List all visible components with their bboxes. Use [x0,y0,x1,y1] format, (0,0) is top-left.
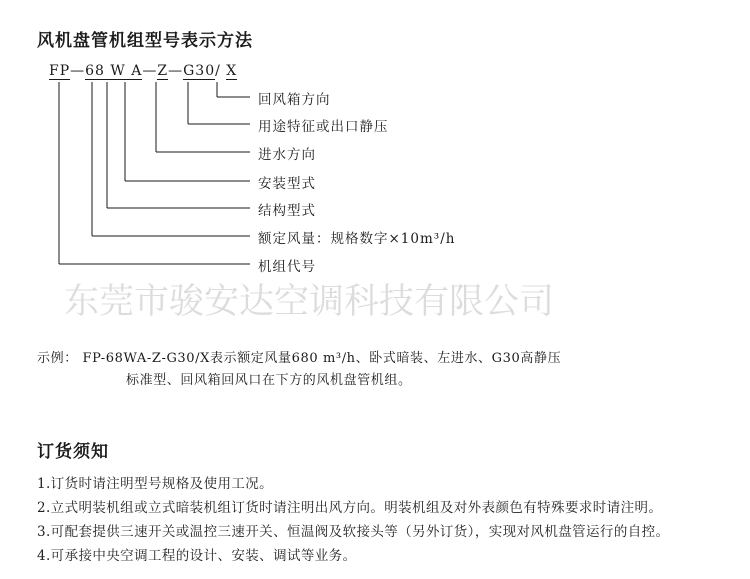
label-water-inlet-direction: 进水方向 [258,147,316,163]
code-part-z: Z [157,63,169,79]
label-unit-code: 机组代号 [258,259,316,275]
label-return-air-box-direction: 回风箱方向 [258,92,331,108]
notice-item-1: 1.订货时请注明型号规格及使用工况。 [37,476,274,492]
code-part-a: A [131,63,143,79]
label-installation-type: 安装型式 [258,176,316,192]
label-structure-type: 结构型式 [258,203,316,219]
code-dash: — [142,63,158,79]
label-usage-or-static-pressure: 用途特征或出口静压 [258,119,389,135]
label-rated-airflow: 额定风量：规格数字×10m³/h [258,231,456,247]
ordering-notice-title: 订货须知 [37,442,109,462]
code-part-w: W [104,63,132,79]
notice-item-3: 3.可配套提供三速开关或温控三速开关、恒温阀及软接头等（另外订货），实现对风机盘管运行的自控。 [37,524,670,540]
notice-item-4: 4.可承接中央空调工程的设计、安装、调试等业务。 [37,548,357,564]
code-part-g30: G30 [183,63,216,79]
example-line-2: 标准型、回风箱回风口在下方的风机盘管机组。 [126,373,412,388]
company-watermark: 东莞市骏安达空调科技有限公司 [64,282,555,322]
code-part-68: 68 [85,63,105,79]
code-dash: — [70,63,86,79]
code-part-x: X [226,63,238,79]
code-part-fp: FP [49,63,71,79]
model-designation-title: 风机盘管机组型号表示方法 [37,31,253,51]
notice-item-2: 2.立式明装机组或立式暗装机组订货时请注明出风方向。明装机组及对外表颜色有特殊要求时请注明。 [37,500,663,516]
example-line-1: 示例： FP-68WA-Z-G30/X表示额定风量680 m³/h、卧式暗装、左进水、G30高静压 [37,351,562,366]
code-dash: — [168,63,184,79]
code-slash: / [215,63,227,79]
